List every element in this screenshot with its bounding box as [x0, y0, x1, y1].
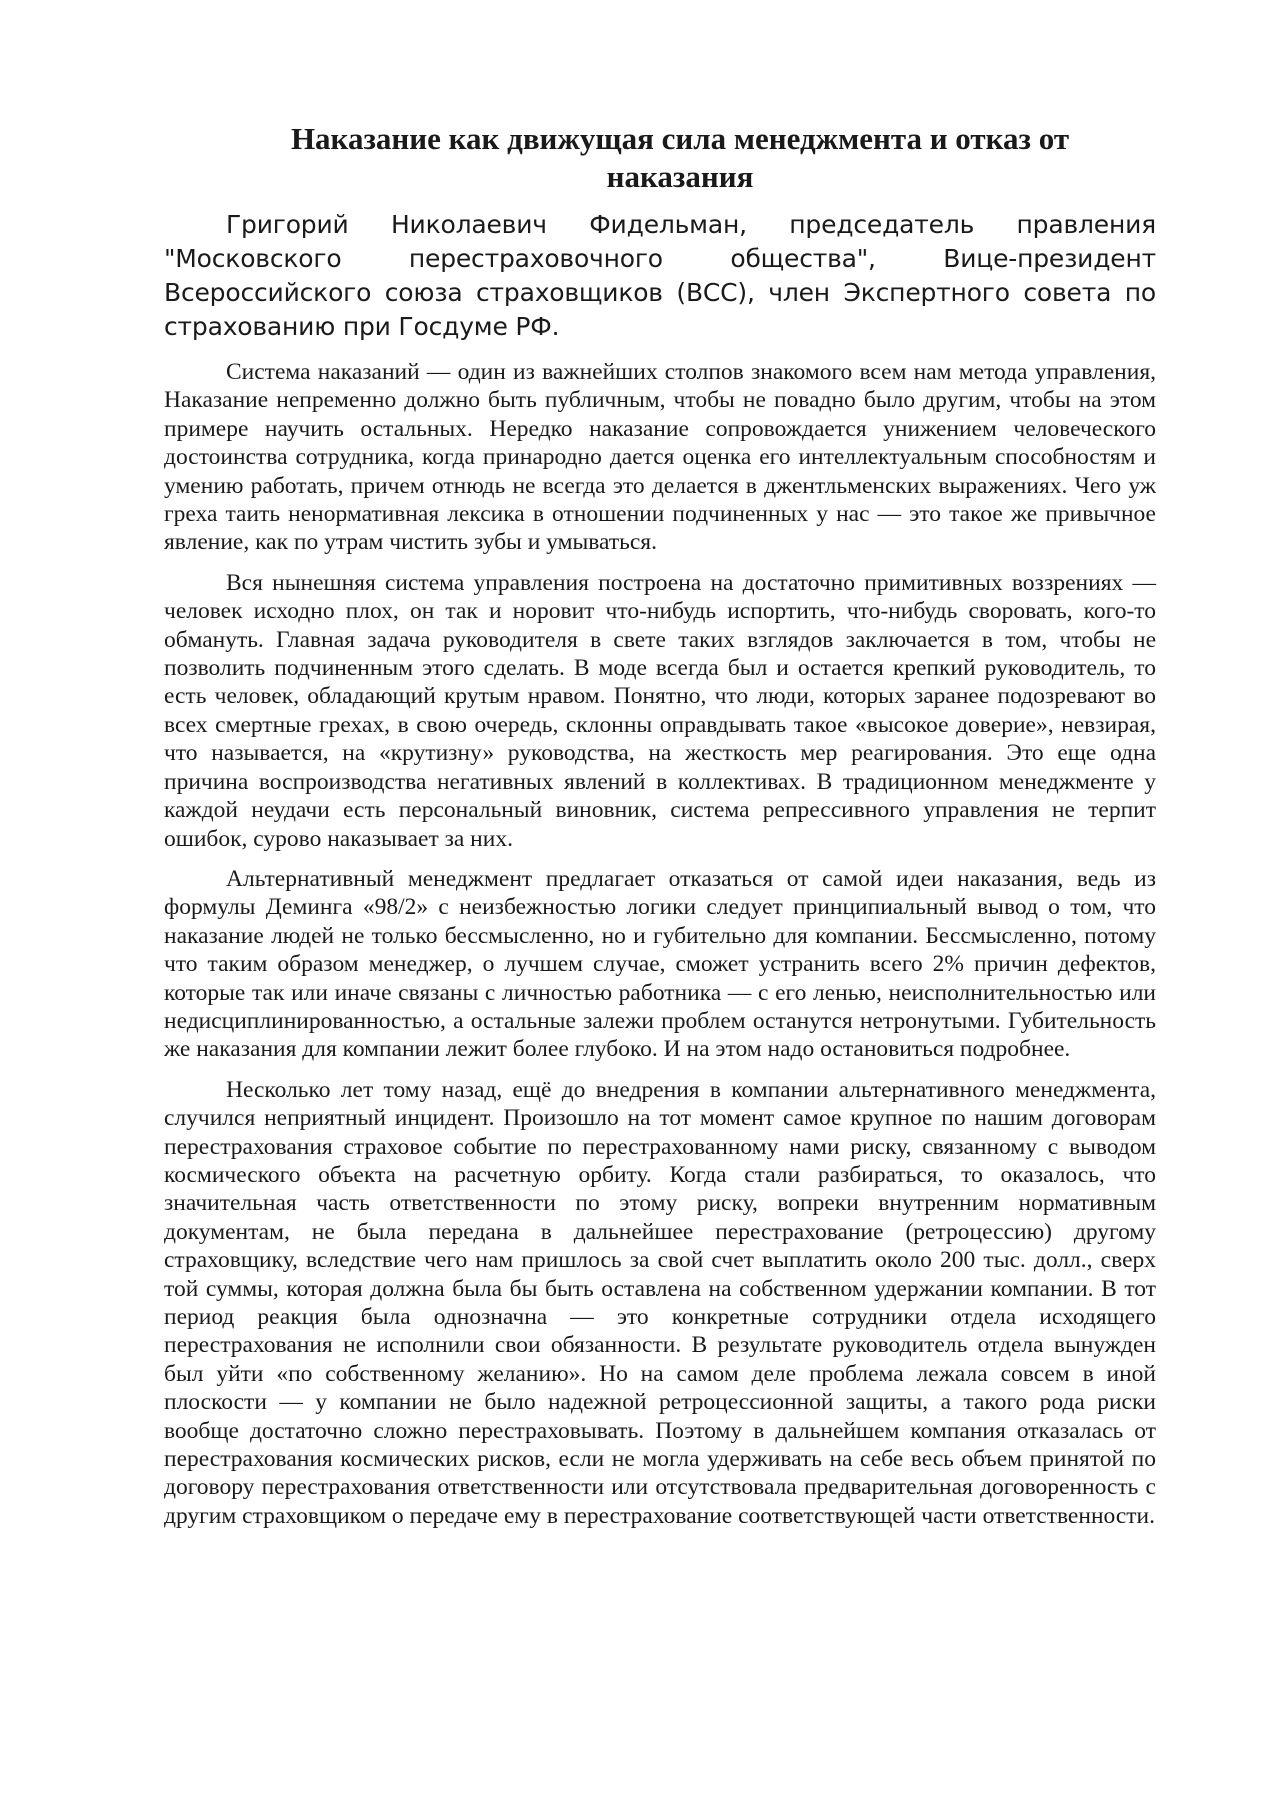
- paragraph: Несколько лет тому назад, ещё до внедрения в компании альтернативного менеджмента, случился неприятный инцидент. Произошло на тот момент самое крупное по нашим договорам перестрахования страховое событие по перестрахованному нами риску, связанному с выводом космического объекта на расчетную орбиту. Когда стали разбираться, то оказалось, что значительная часть ответственности по этому риску, вопреки внутренним нормативным документам, не была передана в дальнейшее перестрахование (ретроцессию) другому страховщику, вследствие чего нам пришлось за свой счет выплатить около 200 тыс. долл., сверх той суммы, которая должна была бы быть оставлена на собственном удержании компании. В тот период реакция была однозначна — это конкретные сотрудники отдела исходящего перестрахования не исполнили свои обязанности. В результате руководитель отдела вынужден был уйти «по собственному желанию». Но на самом деле проблема лежала совсем в иной плоскости — у компании не было надежной ретроцессионной защиты, а такого рода риски вообще достаточно сложно перестраховывать. Поэтому в дальнейшем компания отказалась от перестрахования космических рисков, если не могла удерживать на себе весь объем принятой по договору перестрахования ответственности или отсутствовала предварительная договоренность с другим страховщиком о передаче ему в перестрахование соответствующей части ответственности.: [164, 1076, 1156, 1529]
- author-byline: Григорий Николаевич Фидельман, председатель правления "Московского перестраховочного общества", Вице-президент Всероссийского союза страховщиков (ВСС), член Экспертного совета по страхованию при Госдуме РФ.: [164, 210, 1156, 341]
- paragraph: Вся нынешняя система управления построена на достаточно примитивных воззрениях — человек исходно плох, он так и норовит что-нибудь испортить, что-нибудь своровать, кого-то обмануть. Главная задача руководителя в свете таких взглядов заключается в том, чтобы не позволить подчиненным этого сделать. В моде всегда был и остается крепкий руководитель, то есть человек, обладающий крутым нравом. Понятно, что люди, которых заранее подозревают во всех смертные грехах, в свою очередь, склонны оправдывать такое «высокое доверие», невзирая, что называется, на «крутизну» руководства, на жесткость мер реагирования. Это еще одна причина воспроизводства негативных явлений в коллективах. В традиционном менеджменте у каждой неудачи есть персональный виновник, система репрессивного управления не терпит ошибок, сурово наказывает за них.: [164, 569, 1156, 852]
- document-title: Наказание как движущая сила менеджмента и отказ от наказания: [290, 121, 1070, 194]
- paragraph: Альтернативный менеджмент предлагает отказаться от самой идеи наказания, ведь из формулы Деминга «98/2» с неизбежностью логики следует принципиальный вывод о том, что наказание людей не только бессмысленно, но и губительно для компании. Бессмысленно, потому что таким образом менеджер, о лучшем случае, сможет устранить всего 2% причин дефектов, которые так или иначе связаны с личностью работника — с его ленью, неисполнительностью или недисциплинированностью, а остальные залежи проблем останутся нетронутыми. Губительность же наказания для компании лежит более глубоко. И на этом надо остановиться подробнее.: [164, 865, 1156, 1063]
- paragraph: Система наказаний — один из важнейших столпов знакомого всем нам метода управления, Наказание непременно должно быть публичным, чтобы не повадно было другим, чтобы на этом примере научить остальных. Нередко наказание сопровождается унижением человеческого достоинства сотрудника, когда принародно дается оценка его интеллектуальным способностям и умению работать, причем отнюдь не всегда это делается в джентльменских выражениях. Чего уж греха таить ненормативная лексика в отношении подчиненных у нас — это такое же привычное явление, как по утрам чистить зубы и умываться.: [164, 359, 1156, 556]
- document-page: [164, 120, 1156, 1542]
